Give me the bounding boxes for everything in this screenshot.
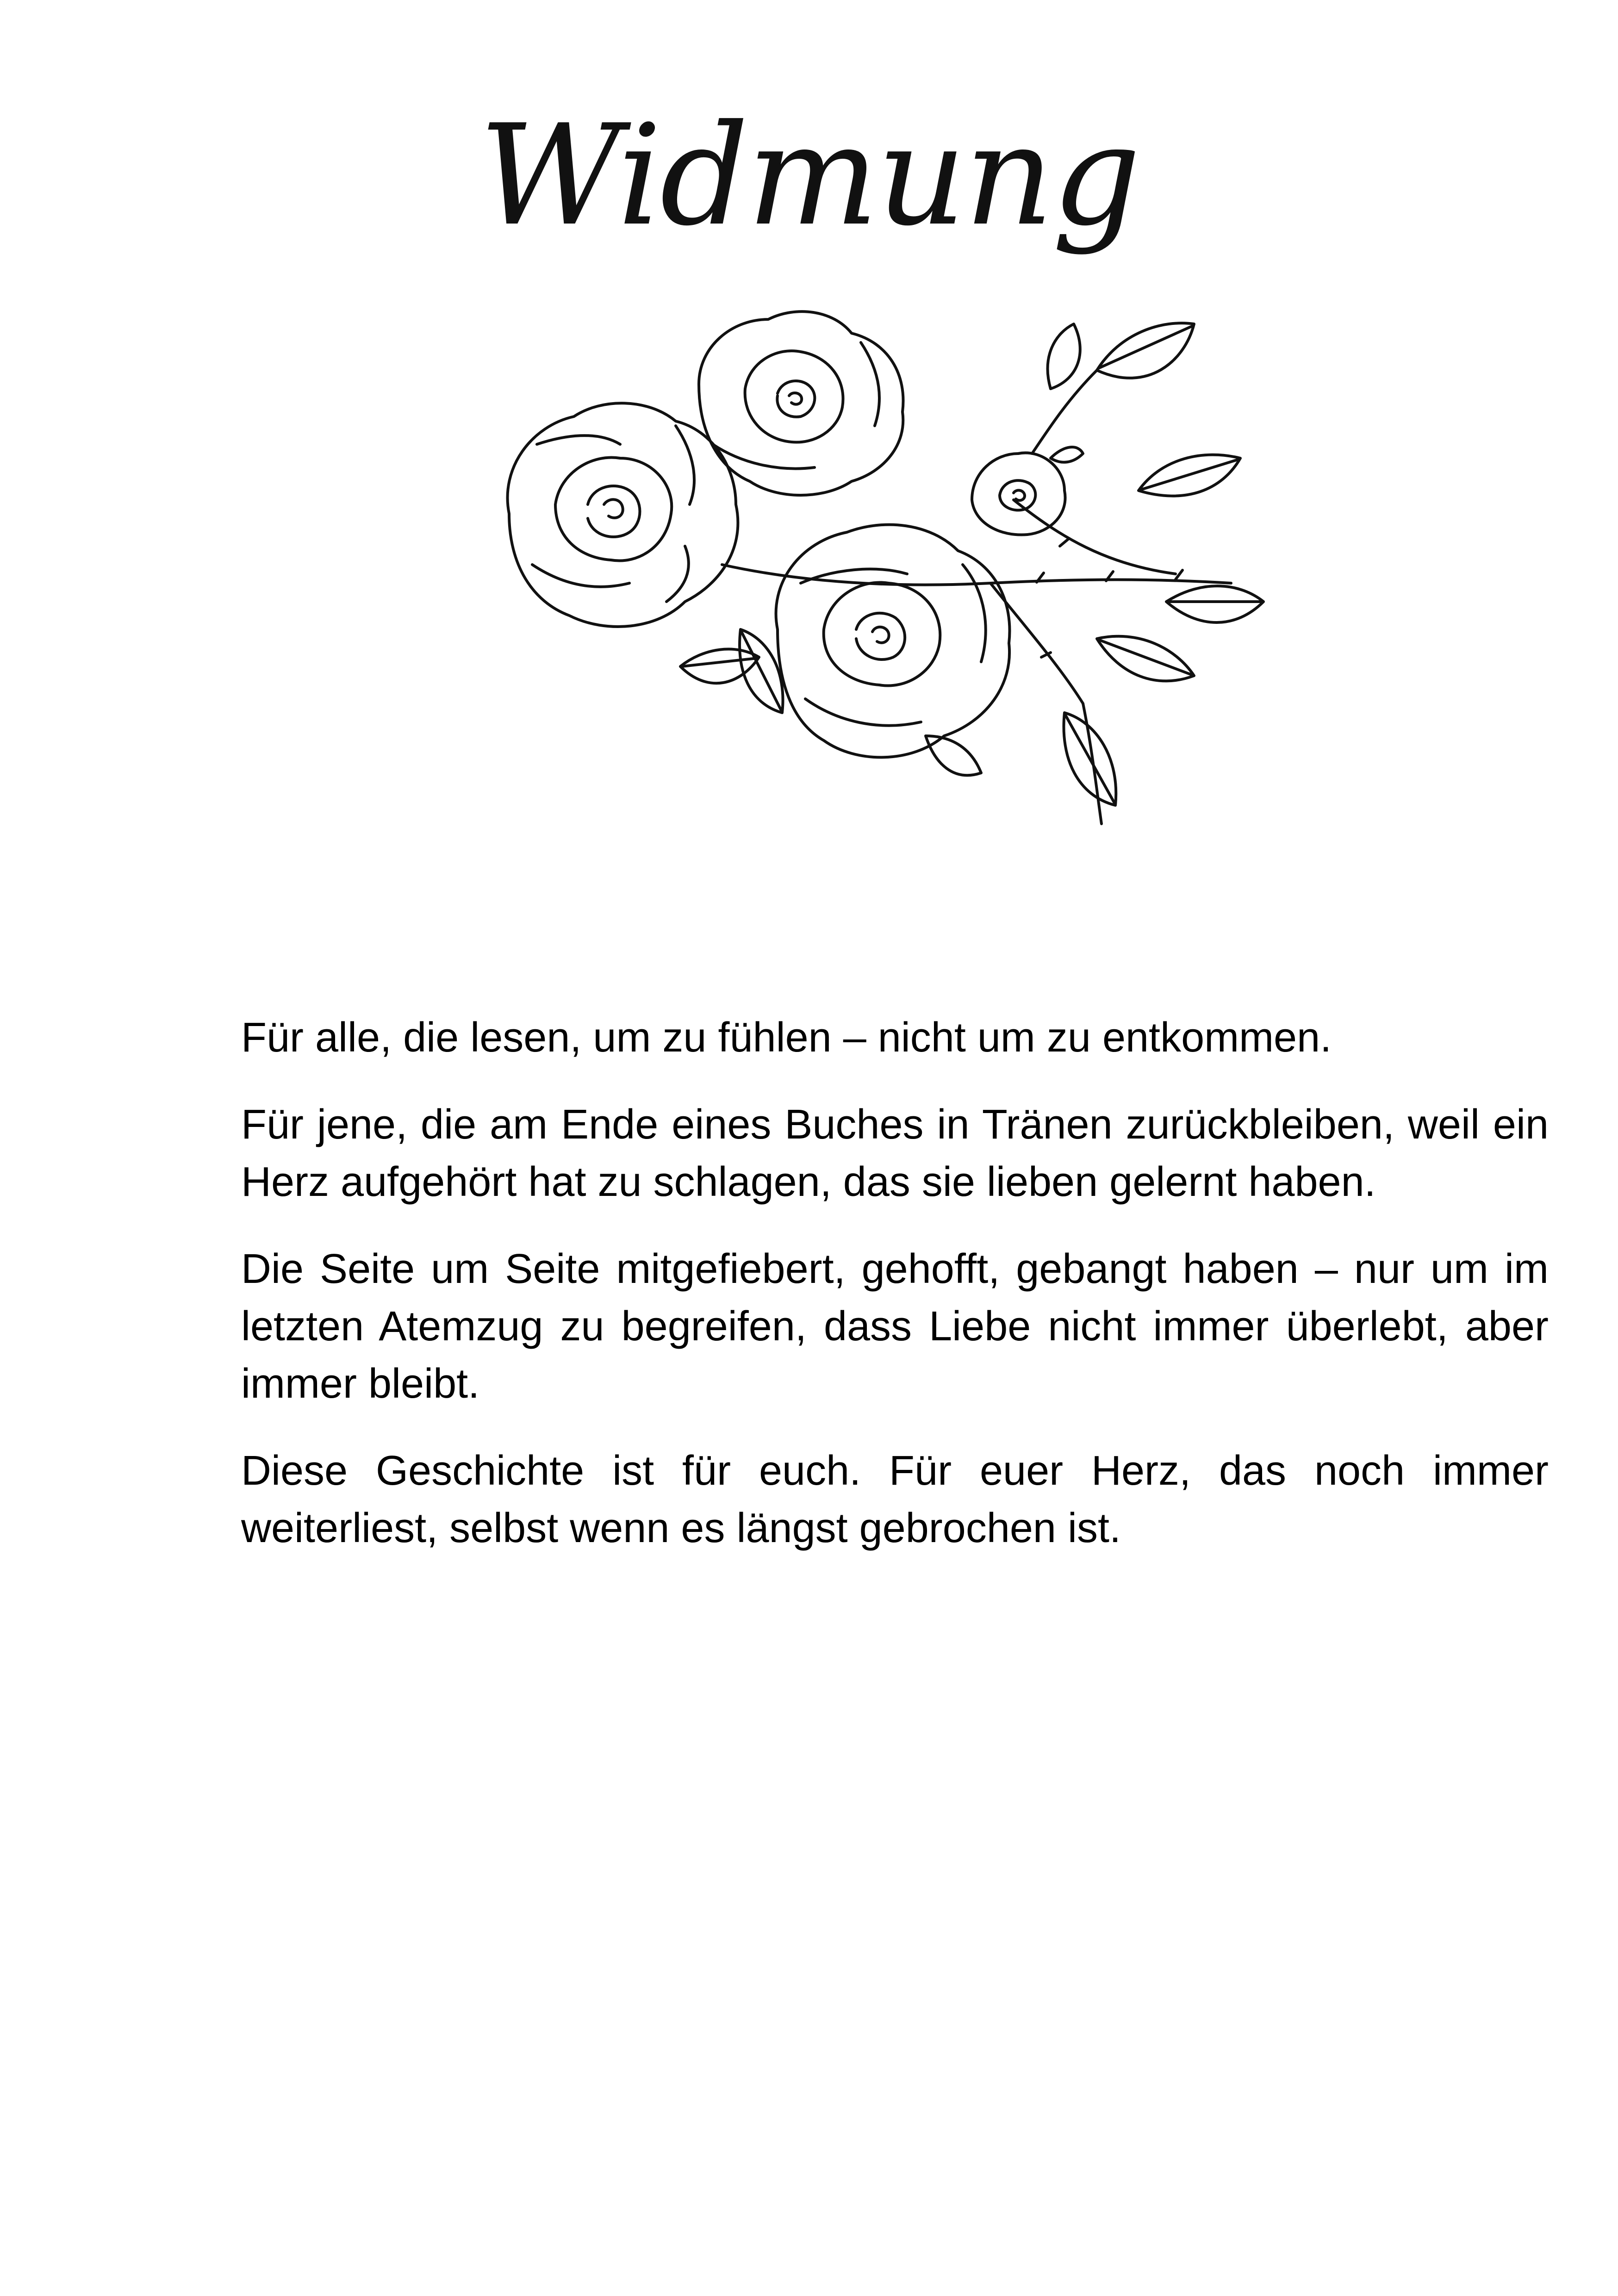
dedication-text [241, 1009, 1549, 1587]
page-title: Widmung [479, 95, 1139, 256]
dedication-paragraph-3: Die Seite um Seite mitgefiebert, gehofft, gebangt haben – nur um im letzten Atemzug zu begreifen, dass Liebe nicht immer überlebt, aber immer bleibt. [241, 1246, 1549, 1407]
rose-center [776, 525, 1010, 776]
dedication-paragraph-4: Diese Geschichte ist für euch. Für euer Herz, das noch immer weiterliest, selbst wenn es längst gebrochen ist. [241, 1448, 1549, 1551]
rose-left [508, 403, 738, 627]
dedication-paragraph-2: Für jene, die am Ende eines Buches in Tränen zurückbleiben, weil ein Herz aufgehört hat zu schlagen, das sie lieben gelernt haben. [241, 1101, 1549, 1205]
stem-lines [722, 370, 1231, 824]
roses-bouquet-illustration [481, 305, 1268, 861]
dedication-paragraph-1: Für alle, die lesen, um zu fühlen – nicht um zu entkommen. [241, 1014, 1332, 1061]
rose-top [699, 311, 903, 495]
rose-small-right [972, 447, 1083, 535]
leaf-shapes [680, 323, 1263, 805]
